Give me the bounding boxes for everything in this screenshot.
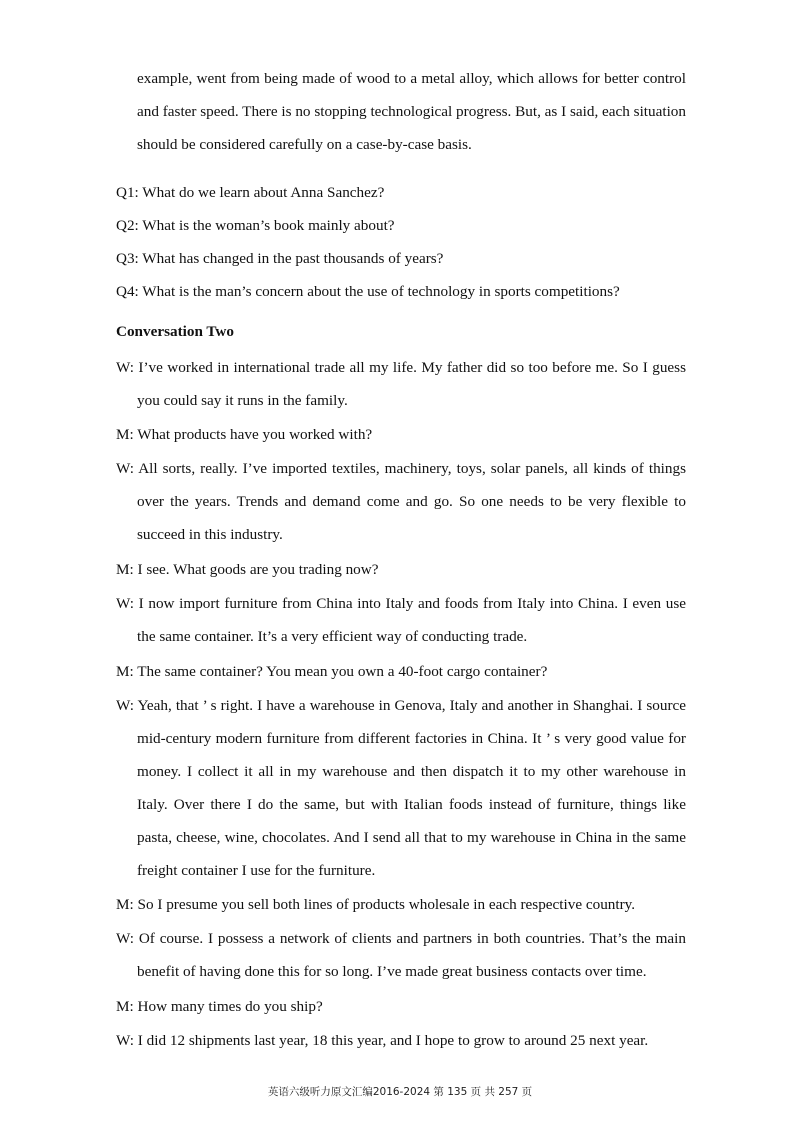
dialogue-line: M: The same container? You mean you own a 40-foot cargo container?: [116, 663, 548, 680]
dialogue-line: W: I did 12 shipments last year, 18 this year, and I hope to grow to around 25 next year.: [116, 1032, 649, 1049]
dialogue-line: W: Of course. I possess a network of clients and partners in both countries. That’s the main benefit of having done this for so long. I’ve made great business contacts over time.: [116, 930, 686, 980]
page-footer: 英语六级听力原文汇编2016-2024 第 135 页 共 257 页: [267, 1086, 533, 1098]
intro-continuation-paragraph: example, went from being made of wood to a metal alloy, which allows for better control and faster speed. There is no stopping technological progress. But, as I said, each situation should be considered carefully on a case-by-case basis.: [137, 70, 686, 153]
dialogue-line: M: How many times do you ship?: [116, 998, 323, 1015]
question-3: Q3: What has changed in the past thousands of years?: [116, 250, 444, 267]
question-2: Q2: What is the woman’s book mainly about?: [116, 217, 395, 234]
section-heading: Conversation Two: [116, 323, 234, 340]
dialogue-line: M: So I presume you sell both lines of products wholesale in each respective country.: [116, 896, 636, 913]
dialogue-line: W: I’ve worked in international trade all my life. My father did so too before me. So I guess you could say it runs in the family.: [116, 359, 686, 409]
dialogue-line: W: I now import furniture from China into Italy and foods from Italy into China. I even use the same container. It’s a very efficient way of conducting trade.: [116, 595, 686, 645]
dialogue-line: W: Yeah, that ’ s right. I have a warehouse in Genova, Italy and another in Shanghai. I source mid-century modern furniture from different factories in China. It ’ s very good value for money. I collect it all in my warehouse and then dispatch it to my other warehouse in Italy. Over there I do the same, but with Italian foods instead of furniture, things like pasta, cheese, wine, chocolates. And I send all that to my warehouse in China in the same freight container I use for the furniture.: [116, 697, 686, 879]
dialogue-line: M: What products have you worked with?: [116, 426, 373, 443]
dialogue-line: M: I see. What goods are you trading now?: [116, 561, 379, 578]
question-4: Q4: What is the man’s concern about the use of technology in sports competitions?: [116, 283, 620, 300]
dialogue-line: W: All sorts, really. I’ve imported textiles, machinery, toys, solar panels, all kinds of things over the years. Trends and demand come and go. So one needs to be very flexible to succeed in this industry.: [116, 460, 686, 543]
question-1: Q1: What do we learn about Anna Sanchez?: [116, 184, 385, 201]
